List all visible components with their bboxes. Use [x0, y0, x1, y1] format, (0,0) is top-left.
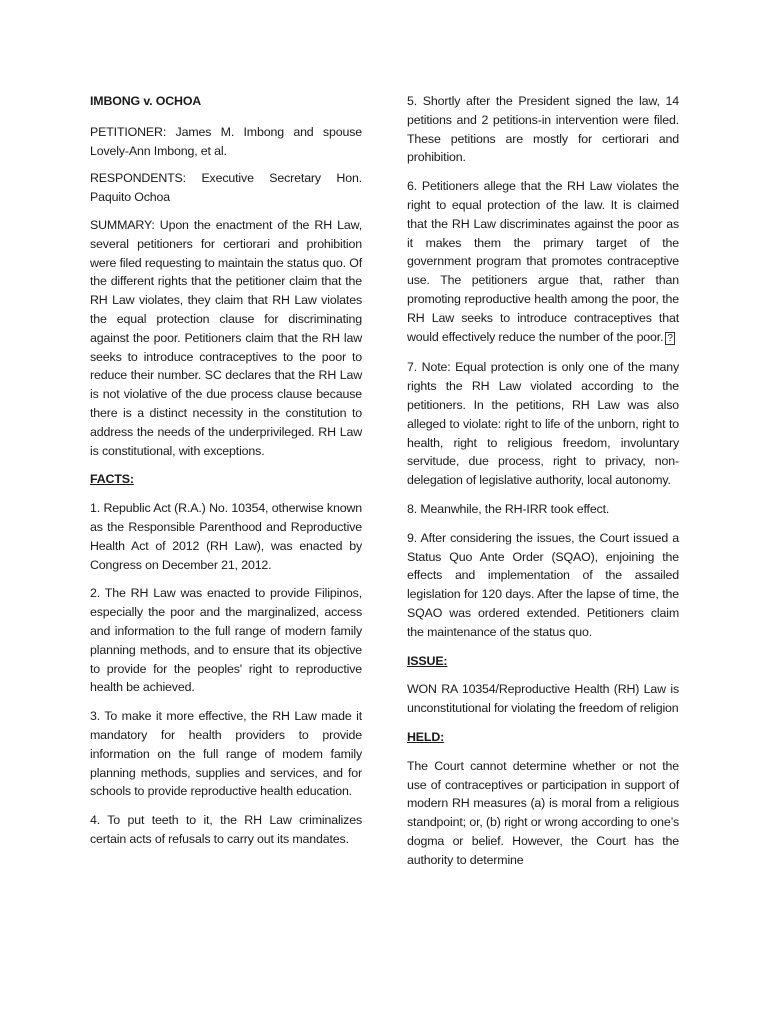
fact-paragraph-5: 5. Shortly after the President signed the law, 14 petitions and 2 petitions-in intervention were filed. These petitions are mostly for certiorari and prohibition.	[407, 94, 679, 165]
petitioner-text: James M. Imbong and spouse Lovely-Ann Imbong, et al.	[90, 124, 362, 158]
missing-glyph-icon: ?	[667, 332, 673, 344]
summary-label: SUMMARY:	[90, 217, 155, 232]
respondents-text: Executive Secretary Hon. Paquito Ochoa	[90, 171, 362, 205]
fact-paragraph-7: 7. Note: Equal protection is only one of the many rights the RH Law violated according to the petitioners. In the petitions, RH Law was also alleged to violate: right to life of the unborn, right to health, right to religious freedom, involuntary servitude, due process, right to privacy, non-delegation of legislative authority, local autonomy.	[407, 360, 679, 488]
fact-paragraph-6	[407, 177, 679, 348]
held-heading: HELD:	[407, 729, 445, 744]
fact-paragraph-1: 1. Republic Act (R.A.) No. 10354, otherwise known as the Responsible Parenthood and Reproductive Health Act of 2012 (RH Law), was enacted by Congress on December 21, 2012.	[90, 501, 362, 572]
fact-paragraph-4: 4. To put teeth to it, the RH Law criminalizes certain acts of refusals to carry out its mandates.	[90, 813, 362, 846]
petitioner-label: PETITIONER:	[90, 124, 167, 139]
held-paragraph: The Court cannot determine whether or not the use of contraceptives or participation in support of modern RH measures (a) is moral from a religious standpoint; or, (b) right or wrong according to one’s dogma or belief. However, the Court has the authority to determine	[407, 758, 679, 867]
fact-6-text: 6. Petitioners allege that the RH Law violates the right to equal protection of the law. It is claimed that the RH Law discriminates against the poor as it makes them the primary target of the government program that promotes contraceptive use. The petitioners argue that, rather than promoting reproductive health among the poor, the RH Law seeks to introduce contraceptives that would effectively reduce the number of the poor.	[407, 179, 679, 344]
summary-paragraph	[90, 216, 362, 460]
issue-paragraph: WON RA 10354/Reproductive Health (RH) Law is unconstitutional for violating the freedom of religion	[407, 682, 679, 716]
fact-paragraph-9: 9. After considering the issues, the Court issued a Status Quo Ante Order (SQAO), enjoining the effects and implementation of the assailed legislation for 120 days. After the lapse of time, the SQAO was ordered extended. Petitioners claim the maintenance of the status quo.	[407, 530, 679, 639]
summary-text: Upon the enactment of the RH Law, several petitioners for certiorari and prohibition were filed requesting to maintain the status quo. Of the different rights that the petitioner claim that the RH Law violates, they claim that RH Law violates the equal protection clause for discriminating against the poor. Petitioners claim that the RH law seeks to introduce contraceptives to the poor to reduce their number. SC declares that the RH Law is not violative of the due process clause because there is a distinct necessity in the constitution to address the needs of the underprivileged. RH Law is constitutional, with exceptions.	[90, 217, 362, 458]
respondents-paragraph	[90, 169, 362, 207]
fact-paragraph-2: 2. The RH Law was enacted to provide Filipinos, especially the poor and the marginalized, access and information to the full range of modern family planning methods, and to ensure that its objective to provide for the peoples' right to reproductive health be achieved.	[90, 586, 362, 695]
petitioner-paragraph	[90, 123, 362, 161]
facts-heading: FACTS:	[90, 472, 134, 487]
respondents-label: RESPONDENTS:	[90, 171, 186, 186]
fact-paragraph-8: 8. Meanwhile, the RH-IRR took effect.	[407, 501, 610, 516]
case-title: IMBONG v. OCHOA	[90, 94, 202, 108]
right-column	[407, 92, 679, 879]
left-column	[90, 92, 362, 859]
issue-heading: ISSUE:	[407, 653, 448, 668]
fact-paragraph-3: 3. To make it more effective, the RH Law made it mandatory for health providers to provide information on the full range of modem family planning methods, supplies and services, and for schools to provide reproductive health education.	[90, 709, 362, 799]
